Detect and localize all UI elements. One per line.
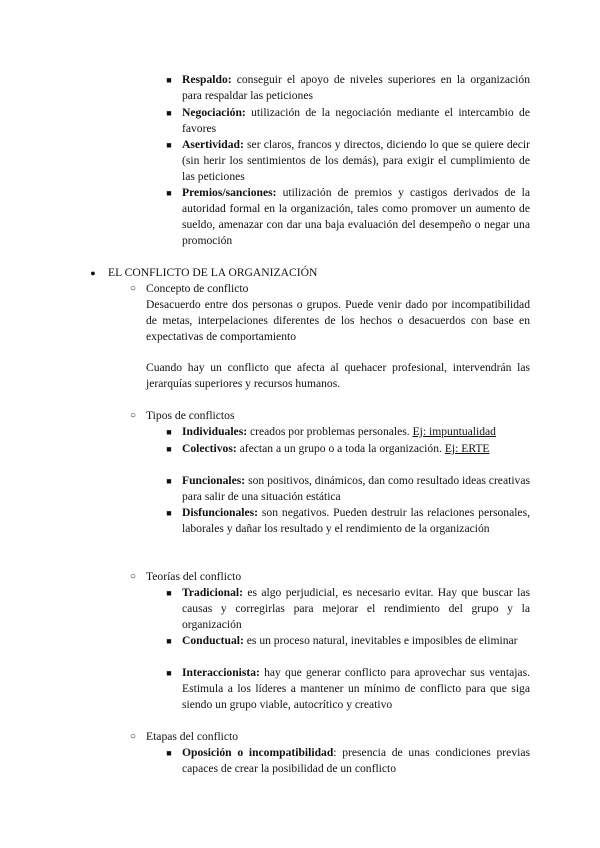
item-term: Oposición o incompatibilidad bbox=[182, 746, 334, 759]
item-desc: afectan a un grupo o a toda la organización. bbox=[236, 442, 445, 455]
list-item bbox=[162, 185, 530, 249]
list-item bbox=[162, 585, 530, 633]
item-term: Conductual: bbox=[182, 634, 244, 647]
item-desc: conseguir el apoyo de niveles superiores en la organización para respaldar las peticiones bbox=[182, 73, 530, 102]
square-bullet-icon: ■ bbox=[166, 476, 172, 486]
square-bullet-icon: ■ bbox=[166, 108, 172, 118]
item-term: Individuales: bbox=[182, 425, 248, 438]
item-term: Premios/sanciones: bbox=[182, 186, 277, 199]
item-term: Interaccionista: bbox=[182, 666, 260, 679]
item-desc: son positivos, dinámicos, dan como resultado ideas creativas para salir de una situación estática bbox=[182, 474, 530, 503]
item-desc: son negativos. Pueden destruir las relaciones personales, laborales y dañar los resultado y el rendimiento de la organización bbox=[182, 506, 530, 535]
subsection-title: Concepto de conflicto bbox=[146, 282, 249, 295]
circle-bullet-icon: ○ bbox=[129, 283, 137, 294]
subsection-etapas bbox=[130, 729, 530, 745]
list-item bbox=[162, 424, 530, 440]
circle-bullet-icon: ○ bbox=[129, 410, 137, 421]
list-item bbox=[162, 745, 530, 777]
square-bullet-icon: ■ bbox=[166, 75, 172, 85]
disc-bullet-icon: ● bbox=[90, 268, 96, 278]
list-item bbox=[162, 72, 530, 104]
item-desc: utilización de premios y castigos derivados de la autoridad formal en la organización, tales como promover un aumento de sueldo, amenazar con dar una baja evaluación del desempeño o negar una promoción bbox=[182, 186, 530, 247]
section-heading-text: EL CONFLICTO DE LA ORGANIZACIÓN bbox=[108, 266, 318, 279]
item-term: Asertividad: bbox=[182, 138, 244, 151]
square-bullet-icon: ■ bbox=[166, 508, 172, 518]
item-desc: creados por problemas personales. bbox=[247, 425, 413, 438]
subsection-title: Tipos de conflictos bbox=[146, 409, 235, 422]
item-example: Ej: impuntualidad bbox=[412, 425, 496, 438]
list-item bbox=[162, 137, 530, 185]
item-term: Colectivos: bbox=[182, 442, 237, 455]
square-bullet-icon: ■ bbox=[166, 588, 172, 598]
item-term: Disfuncionales: bbox=[182, 506, 259, 519]
subsection-teorias bbox=[130, 569, 530, 585]
list-item bbox=[162, 441, 530, 457]
item-term: Respaldo: bbox=[182, 73, 232, 86]
paragraph: Cuando hay un conflicto que afecta al quehacer profesional, intervendrán las jerarquías superiores y recursos humanos. bbox=[146, 361, 530, 390]
square-bullet-icon: ■ bbox=[166, 748, 172, 758]
square-bullet-icon: ■ bbox=[166, 668, 172, 678]
list-item bbox=[162, 473, 530, 505]
list-item bbox=[162, 105, 530, 137]
square-bullet-icon: ■ bbox=[166, 636, 172, 646]
item-desc: es un proceso natural, inevitables e imposibles de eliminar bbox=[243, 634, 518, 647]
list-item bbox=[162, 505, 530, 537]
item-example: Ej: ERTE bbox=[444, 442, 490, 455]
subsection-concepto bbox=[130, 281, 530, 297]
subsection-title: Etapas del conflicto bbox=[146, 730, 239, 743]
square-bullet-icon: ■ bbox=[166, 427, 172, 437]
item-desc: ser claros, francos y directos, diciendo lo que se quiere decir (sin herir los sentimientos de los demás), para exigir el cumplimiento de las peticiones bbox=[182, 138, 530, 183]
item-term: Negociación: bbox=[182, 106, 246, 119]
subsection-title: Teorías del conflicto bbox=[146, 570, 242, 583]
square-bullet-icon: ■ bbox=[166, 188, 172, 198]
list-item bbox=[162, 633, 530, 649]
item-term: Tradicional: bbox=[182, 586, 243, 599]
item-term: Funcionales: bbox=[182, 474, 246, 487]
subsection-tipos bbox=[130, 408, 530, 424]
square-bullet-icon: ■ bbox=[166, 444, 172, 454]
circle-bullet-icon: ○ bbox=[129, 731, 137, 742]
item-desc: hay que generar conflicto para aprovechar sus ventajas. Estimula a los líderes a mantener un mínimo de conflicto para que siga siendo un grupo viable, autocrítico y creativo bbox=[182, 666, 530, 711]
item-desc: utilización de la negociación mediante el intercambio de favores bbox=[182, 106, 530, 135]
item-desc: : presencia de unas condiciones previas capaces de crear la posibilidad de un conflicto bbox=[182, 746, 530, 775]
list-item bbox=[162, 665, 530, 713]
paragraph: Desacuerdo entre dos personas o grupos. Puede venir dado por incompatibilidad de metas, interpelaciones diferentes de los hechos o desacuerdos con base en expectativas de comportamiento bbox=[146, 298, 530, 343]
section-heading bbox=[90, 265, 530, 281]
square-bullet-icon: ■ bbox=[166, 140, 172, 150]
circle-bullet-icon: ○ bbox=[129, 571, 137, 582]
item-desc: es algo perjudicial, es necesario evitar. Hay que buscar las causas y corregirlas para mejorar el rendimiento del grupo y la organización bbox=[182, 586, 530, 631]
